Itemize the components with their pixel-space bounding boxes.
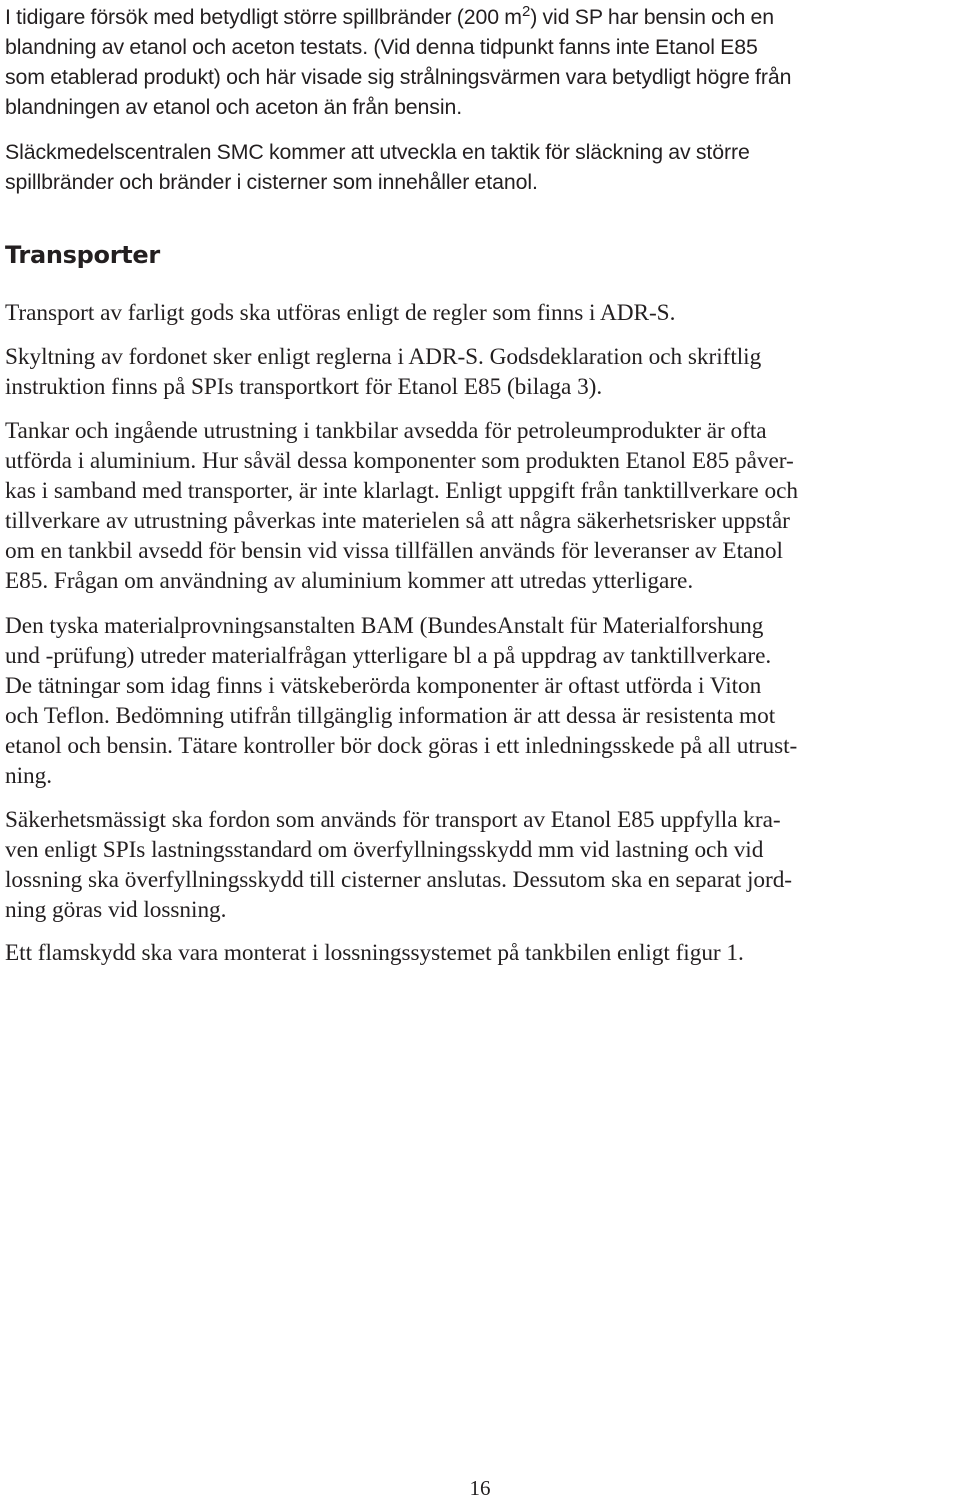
text-line: som etablerad produkt) och här visade sig strålningsvärmen vara betydligt högre från bbox=[5, 65, 792, 89]
text-line: Den tyska materialprovningsanstalten BAM (BundesAnstalt für Materialforshung bbox=[5, 613, 764, 639]
body-paragraph bbox=[5, 805, 955, 925]
text-line: ning göras vid lossning. bbox=[5, 897, 227, 923]
intro-paragraph-1 bbox=[5, 2, 955, 122]
text-line: ven enligt SPIs lastningsstandard om överfyllningsskydd mm vid lastning och vid bbox=[5, 837, 764, 863]
text-line: Ett flamskydd ska vara monterat i lossningssystemet på tankbilen enligt figur 1. bbox=[5, 940, 744, 966]
superscript: 2 bbox=[521, 3, 531, 20]
text-line: und -prüfung) utreder materialfrågan ytterligare bl a på uppdrag av tanktillverkare. bbox=[5, 643, 772, 669]
text-line: etanol och bensin. Tätare kontroller bör dock göras i ett inledningsskede på all utrust- bbox=[5, 733, 798, 759]
text-line: Transport av farligt gods ska utföras enligt de regler som finns i ADR-S. bbox=[5, 300, 676, 326]
text-line: instruktion finns på SPIs transportkort för Etanol E85 (bilaga 3). bbox=[5, 374, 603, 400]
body-paragraph bbox=[5, 416, 955, 596]
text-line: Släckmedelscentralen SMC kommer att utveckla en taktik för släckning av större bbox=[5, 140, 750, 164]
text-line: utförda i aluminium. Hur såväl dessa komponenter som produkten Etanol E85 påver- bbox=[5, 448, 794, 474]
text-line: De tätningar som idag finns i vätskeberörda komponenter är oftast utförda i Viton bbox=[5, 673, 762, 699]
body-paragraph bbox=[5, 298, 955, 328]
page-number: 16 bbox=[469, 1476, 491, 1500]
body-paragraph bbox=[5, 342, 955, 402]
body-paragraph bbox=[5, 611, 955, 791]
section-heading: Transporter bbox=[5, 241, 160, 269]
text-line: lossning ska överfyllningsskydd till cisterner anslutas. Dessutom ska en separat jord- bbox=[5, 867, 793, 893]
text-line: om en tankbil avsedd för bensin vid vissa tillfällen används för leveranser av Etanol bbox=[5, 538, 783, 564]
text-line: Tankar och ingående utrustning i tankbilar avsedda för petroleumprodukter är ofta bbox=[5, 418, 767, 444]
text-line: kas i samband med transporter, är inte klarlagt. Enligt uppgift från tanktillverkare och bbox=[5, 478, 798, 504]
text-line bbox=[5, 2, 955, 32]
text-segment: I tidigare försök med betydligt större spillbränder (200 m bbox=[5, 5, 522, 29]
text-line: tillverkare av utrustning påverkas inte materielen så att några säkerhetsrisker uppstår bbox=[5, 508, 790, 534]
intro-paragraph-2 bbox=[5, 137, 955, 197]
text-segment: ) vid SP har bensin och en bbox=[530, 5, 775, 29]
text-line: ning. bbox=[5, 763, 52, 789]
body-paragraph bbox=[5, 938, 955, 968]
text-line: blandning av etanol och aceton testats. (Vid denna tidpunkt fanns inte Etanol E85 bbox=[5, 35, 758, 59]
text-line: blandningen av etanol och aceton än från bensin. bbox=[5, 95, 463, 119]
text-line: Säkerhetsmässigt ska fordon som används för transport av Etanol E85 uppfylla kra- bbox=[5, 807, 781, 833]
text-line: spillbränder och bränder i cisterner som innehåller etanol. bbox=[5, 170, 538, 194]
text-line: Skyltning av fordonet sker enligt reglerna i ADR-S. Godsdeklaration och skriftlig bbox=[5, 344, 762, 370]
text-line: och Teflon. Bedömning utifrån tillgänglig information är att dessa är resistenta mot bbox=[5, 703, 776, 729]
text-line: E85. Frågan om användning av aluminium kommer att utredas ytterligare. bbox=[5, 568, 694, 594]
